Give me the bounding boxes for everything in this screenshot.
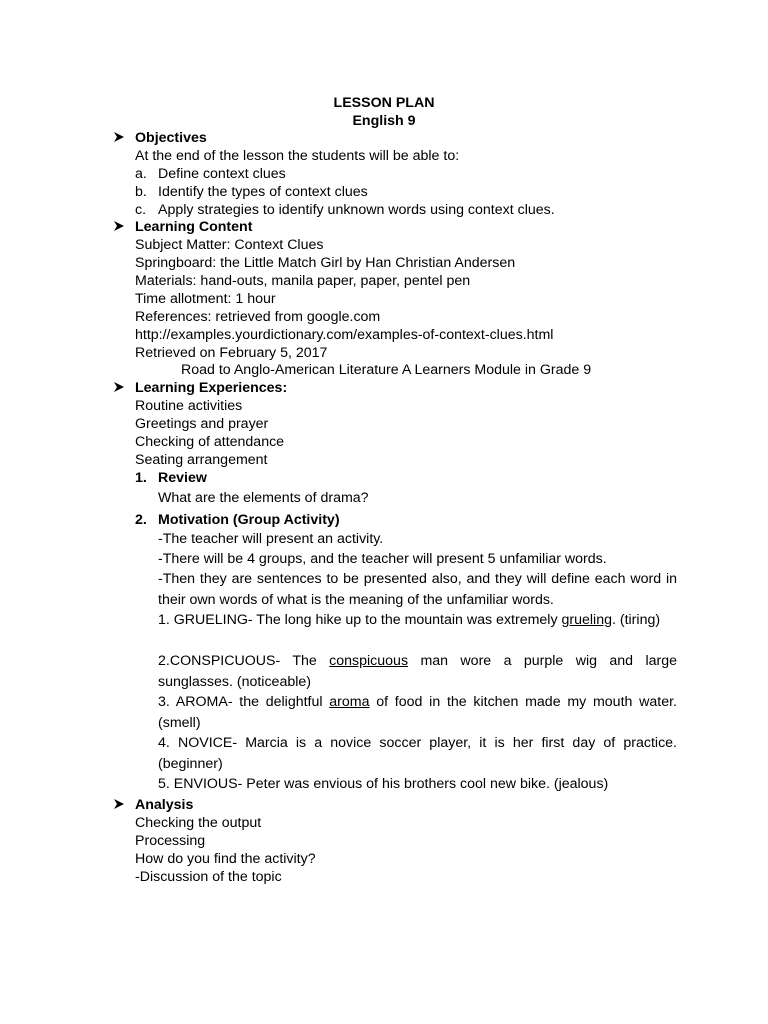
objectives-intro: At the end of the lesson the students will be able to: — [135, 148, 460, 164]
analysis-heading: Analysis — [135, 797, 194, 813]
analysis-line: How do you find the activity? — [135, 851, 316, 867]
analysis-line: Checking the output — [135, 815, 262, 831]
review-heading: Review — [158, 470, 207, 486]
vocabulary-word: conspicuous — [329, 653, 409, 669]
objective-item: Define context clues — [158, 166, 286, 182]
motivation-number: 2. — [135, 512, 147, 528]
vocabulary-sentence: 2.CONSPICUOUS- The conspicuous man wore a purple wig and large sunglasses. (noticeable) — [158, 653, 677, 690]
experience-line: Seating arrangement — [135, 452, 268, 468]
reference-url: http://examples.yourdictionary.com/examples-of-context-clues.html — [135, 327, 554, 343]
objective-marker: c. — [135, 202, 147, 218]
experience-line: Checking of attendance — [135, 434, 285, 450]
objective-marker: a. — [135, 166, 147, 182]
experience-line: Greetings and prayer — [135, 416, 269, 432]
objective-marker: b. — [135, 184, 147, 200]
content-line: Road to Anglo-American Literature A Learners Module in Grade 9 — [181, 362, 592, 378]
vocabulary-sentence: 1. GRUELING- The long hike up to the mountain was extremely grueling. (tiring) — [158, 612, 661, 628]
arrow-bullet-icon — [113, 798, 125, 810]
objective-item: Apply strategies to identify unknown words using context clues. — [158, 202, 555, 218]
content-line: Materials: hand-outs, manila paper, paper, pentel pen — [135, 273, 471, 289]
arrow-bullet-icon — [113, 381, 125, 393]
objectives-heading: Objectives — [135, 130, 207, 146]
motivation-line: -There will be 4 groups, and the teacher will present 5 unfamiliar words. — [158, 551, 607, 567]
arrow-bullet-icon — [113, 220, 125, 232]
vocabulary-sentence: 3. AROMA- the delightful aroma of food in the kitchen made my mouth water. (smell) — [158, 694, 677, 731]
content-line: Springboard: the Little Match Girl by Han Christian Andersen — [135, 255, 516, 271]
review-question: What are the elements of drama? — [158, 490, 369, 506]
review-number: 1. — [135, 470, 147, 486]
learning-content-heading: Learning Content — [135, 219, 253, 235]
experience-line: Routine activities — [135, 398, 243, 414]
motivation-paragraph: -Then they are sentences to be presented also, and they will define each word in their own words of what is the meaning of the unfamiliar words. — [158, 571, 677, 608]
document-subtitle: English 9 — [352, 113, 416, 129]
vocabulary-word: grueling — [561, 612, 612, 628]
objective-item: Identify the types of context clues — [158, 184, 368, 200]
analysis-line: Processing — [135, 833, 206, 849]
vocabulary-sentence: 5. ENVIOUS- Peter was envious of his brothers cool new bike. (jealous) — [158, 776, 609, 792]
vocabulary-sentence: 4. NOVICE- Marcia is a novice soccer player, it is her first day of practice. (beginner) — [158, 735, 677, 772]
vocabulary-word: aroma — [329, 694, 370, 710]
arrow-bullet-icon — [113, 131, 125, 143]
motivation-line: -The teacher will present an activity. — [158, 531, 384, 547]
analysis-line: -Discussion of the topic — [135, 869, 282, 885]
learning-experiences-heading: Learning Experiences: — [135, 380, 288, 396]
content-line: Time allotment: 1 hour — [135, 291, 276, 307]
content-line: Retrieved on February 5, 2017 — [135, 345, 328, 361]
content-line: References: retrieved from google.com — [135, 309, 381, 325]
content-line: Subject Matter: Context Clues — [135, 237, 324, 253]
document-title: LESSON PLAN — [333, 95, 435, 111]
motivation-heading: Motivation (Group Activity) — [158, 512, 340, 528]
